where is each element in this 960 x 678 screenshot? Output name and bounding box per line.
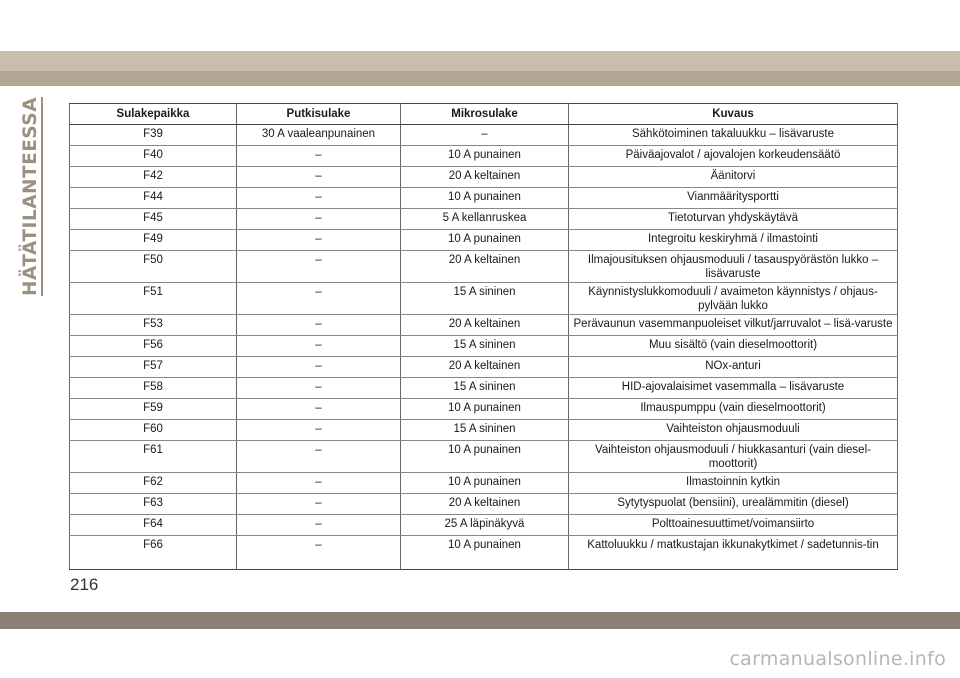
cartridge-fuse-cell: – <box>237 357 401 378</box>
cavity-cell: F57 <box>70 357 237 378</box>
mini-fuse-cell: 10 A punainen <box>401 536 569 570</box>
mini-fuse-cell: 20 A keltainen <box>401 167 569 188</box>
table-row <box>70 315 898 336</box>
cavity-cell: F51 <box>70 283 237 315</box>
table-row <box>70 420 898 441</box>
mini-fuse-cell: 15 A sininen <box>401 378 569 399</box>
header-cartridge-fuse: Putkisulake <box>237 104 401 125</box>
table-row <box>70 515 898 536</box>
table-row <box>70 251 898 283</box>
description-cell: Ilmajousituksen ohjausmoduuli / tasauspyörästön lukko – lisävaruste <box>569 251 898 283</box>
table-row <box>70 146 898 167</box>
cavity-cell: F64 <box>70 515 237 536</box>
description-cell: Integroitu keskiryhmä / ilmastointi <box>569 230 898 251</box>
cavity-cell: F50 <box>70 251 237 283</box>
watermark: carmanualsonline.info <box>729 648 946 670</box>
footer-band <box>0 612 960 629</box>
cartridge-fuse-cell: – <box>237 315 401 336</box>
mini-fuse-cell: – <box>401 125 569 146</box>
table-row <box>70 188 898 209</box>
cavity-cell: F49 <box>70 230 237 251</box>
description-cell: Käynnistyslukkomoduuli / avaimeton käynnistys / ohjaus-pylvään lukko <box>569 283 898 315</box>
cavity-cell: F53 <box>70 315 237 336</box>
description-cell: Tietoturvan yhdyskäytävä <box>569 209 898 230</box>
cartridge-fuse-cell: – <box>237 378 401 399</box>
cavity-cell: F58 <box>70 378 237 399</box>
cavity-cell: F56 <box>70 336 237 357</box>
mini-fuse-cell: 20 A keltainen <box>401 494 569 515</box>
cavity-cell: F40 <box>70 146 237 167</box>
table-row <box>70 399 898 420</box>
description-cell: Vianmääritysportti <box>569 188 898 209</box>
mini-fuse-cell: 15 A sininen <box>401 336 569 357</box>
fuse-table <box>69 103 898 570</box>
mini-fuse-cell: 25 A läpinäkyvä <box>401 515 569 536</box>
cartridge-fuse-cell: – <box>237 336 401 357</box>
mini-fuse-cell: 10 A punainen <box>401 230 569 251</box>
cartridge-fuse-cell: – <box>237 536 401 570</box>
cartridge-fuse-cell: – <box>237 209 401 230</box>
mini-fuse-cell: 10 A punainen <box>401 441 569 473</box>
table-row <box>70 283 898 315</box>
mini-fuse-cell: 10 A punainen <box>401 146 569 167</box>
cartridge-fuse-cell: – <box>237 188 401 209</box>
table-row <box>70 209 898 230</box>
fuse-table-header <box>70 104 898 125</box>
mini-fuse-cell: 15 A sininen <box>401 420 569 441</box>
mini-fuse-cell: 10 A punainen <box>401 188 569 209</box>
description-cell: Äänitorvi <box>569 167 898 188</box>
mini-fuse-cell: 15 A sininen <box>401 283 569 315</box>
description-cell: Vaihteiston ohjausmoduuli / hiukkasanturi (vain diesel-moottorit) <box>569 441 898 473</box>
page-number: 216 <box>70 575 99 594</box>
table-row <box>70 125 898 146</box>
description-cell: NOx-anturi <box>569 357 898 378</box>
cavity-cell: F60 <box>70 420 237 441</box>
cavity-cell: F66 <box>70 536 237 570</box>
cartridge-fuse-cell: – <box>237 473 401 494</box>
description-cell: Päiväajovalot / ajovalojen korkeudensäätö <box>569 146 898 167</box>
mini-fuse-cell: 10 A punainen <box>401 399 569 420</box>
cartridge-fuse-cell: – <box>237 420 401 441</box>
description-cell: Ilmauspumppu (vain dieselmoottorit) <box>569 399 898 420</box>
table-row <box>70 357 898 378</box>
cartridge-fuse-cell: – <box>237 494 401 515</box>
cartridge-fuse-cell: – <box>237 283 401 315</box>
description-cell: Vaihteiston ohjausmoduuli <box>569 420 898 441</box>
cavity-cell: F61 <box>70 441 237 473</box>
description-cell: Polttoainesuuttimet/voimansiirto <box>569 515 898 536</box>
table-row <box>70 441 898 473</box>
cartridge-fuse-cell: – <box>237 251 401 283</box>
cartridge-fuse-cell: – <box>237 515 401 536</box>
cavity-cell: F45 <box>70 209 237 230</box>
cartridge-fuse-cell: – <box>237 146 401 167</box>
cavity-cell: F42 <box>70 167 237 188</box>
table-row <box>70 230 898 251</box>
table-row <box>70 167 898 188</box>
fuse-table-body <box>70 125 898 570</box>
mini-fuse-cell: 20 A keltainen <box>401 315 569 336</box>
cavity-cell: F44 <box>70 188 237 209</box>
description-cell: HID-ajovalaisimet vasemmalla – lisävaruste <box>569 378 898 399</box>
header-description: Kuvaus <box>569 104 898 125</box>
mini-fuse-cell: 20 A keltainen <box>401 357 569 378</box>
cavity-cell: F39 <box>70 125 237 146</box>
description-cell: Sähkötoiminen takaluukku – lisävaruste <box>569 125 898 146</box>
table-row <box>70 378 898 399</box>
table-row <box>70 536 898 570</box>
header-cavity: Sulakepaikka <box>70 104 237 125</box>
mini-fuse-cell: 10 A punainen <box>401 473 569 494</box>
cartridge-fuse-cell: – <box>237 441 401 473</box>
table-row <box>70 336 898 357</box>
header-mini-fuse: Mikrosulake <box>401 104 569 125</box>
cavity-cell: F59 <box>70 399 237 420</box>
description-cell: Perävaunun vasemmanpuoleiset vilkut/jarruvalot – lisä-varuste <box>569 315 898 336</box>
table-row <box>70 473 898 494</box>
description-cell: Sytytyspuolat (bensiini), urealämmitin (diesel) <box>569 494 898 515</box>
mini-fuse-cell: 20 A keltainen <box>401 251 569 283</box>
cartridge-fuse-cell: 30 A vaaleanpunainen <box>237 125 401 146</box>
section-side-title: HÄTÄTILANTEESSA <box>20 96 41 296</box>
cartridge-fuse-cell: – <box>237 399 401 420</box>
cavity-cell: F62 <box>70 473 237 494</box>
cartridge-fuse-cell: – <box>237 230 401 251</box>
description-cell: Ilmastoinnin kytkin <box>569 473 898 494</box>
mini-fuse-cell: 5 A kellanruskea <box>401 209 569 230</box>
description-cell: Kattoluukku / matkustajan ikkunakytkimet / sadetunnis-tin <box>569 536 898 570</box>
header-band <box>0 51 960 86</box>
description-cell: Muu sisältö (vain dieselmoottorit) <box>569 336 898 357</box>
cartridge-fuse-cell: – <box>237 167 401 188</box>
table-row <box>70 494 898 515</box>
cavity-cell: F63 <box>70 494 237 515</box>
